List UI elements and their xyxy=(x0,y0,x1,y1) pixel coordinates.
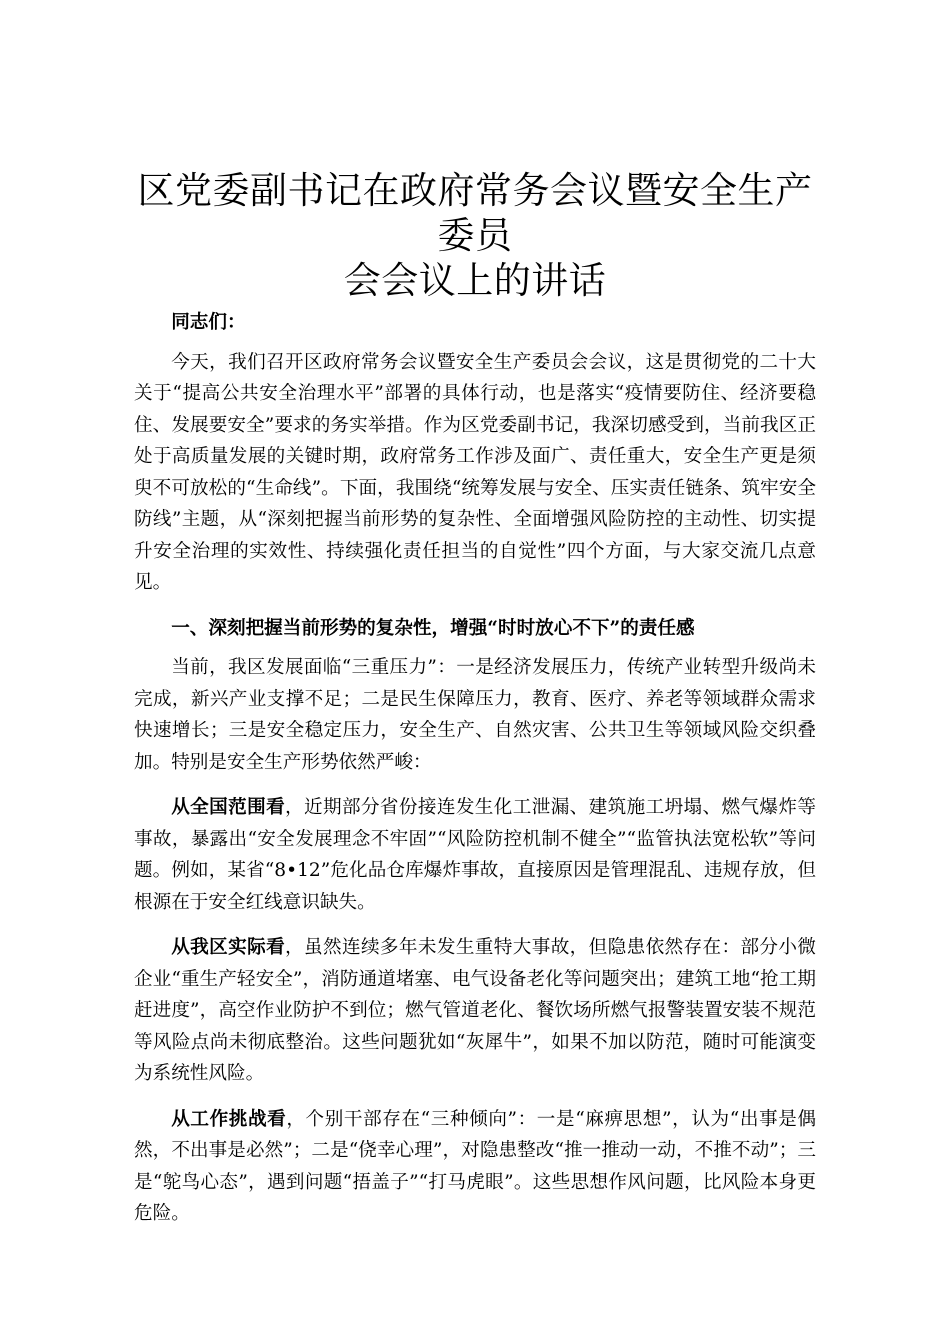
intro-paragraph: 今天，我们召开区政府常务会议暨安全生产委员会会议，这是贯彻党的二十大关于“提高公共安全治理水平”部署的具体行动，也是落实“疫情要防住、经济要稳住、发展要安全”要求的务实举措。作为区党委副书记，我深切感受到，当前我区正处于高质量发展的关键时期，政府常务工作涉及面广、责任重大，安全生产更是须臾不可放松的“生命线”。下面，我围绕“统筹发展与安全、压实责任链条、筑牢安全防线”主题，从“深刻把握当前形势的复杂性、全面增强风险防控的主动性、切实提升安全治理的实效性、持续强化责任担当的自觉性”四个方面，与大家交流几点意见。 xyxy=(134,351,816,593)
work-text: ，个别干部存在“三种倾向”：一是“麻痹思想”，认为“出事是偶然，不出事是必然”；二是“侥幸心理”，对隐患整改“推一推动一动，不推不动”；三是“鸵鸟心态”，遇到问题“捂盖子”“打马虎眼”。这些思想作风问题，比风险本身更危险。 xyxy=(134,1108,816,1224)
national-lead: 从全国范围看 xyxy=(171,797,286,818)
work-lead: 从工作挑战看 xyxy=(171,1108,287,1130)
national-text: ，近期部分省份接连发生化工泄漏、建筑施工坍塌、燃气爆炸等事故，暴露出“安全发展理念不牢固”“风险防控机制不健全”“监管执法宽松软”等问题。例如，某省“8•12”危化品仓库爆炸事故，直接原因是管理混乱、违规存放，但根源在于安全红线意识缺失。 xyxy=(134,797,816,913)
section-1-heading: 一、深刻把握当前形势的复杂性，增强“时时放心不下”的责任感 xyxy=(171,617,695,639)
title-line-1: 区党委副书记在政府常务会议暨安全生产委员 xyxy=(137,169,813,257)
work-paragraph xyxy=(134,1104,816,1230)
salutation: 同志们： xyxy=(171,312,246,333)
section-1-paragraph: 当前，我区发展面临“三重压力”：一是经济发展压力，传统产业转型升级尚未完成，新兴产业支撑不足；二是民生保障压力，教育、医疗、养老等领域群众需求快速增长；三是安全稳定压力，安全生产、自然灾害、公共卫生等领域风险交织叠加。特别是安全生产形势依然严峻： xyxy=(134,657,816,773)
local-text: ，虽然连续多年未发生重特大事故，但隐患依然存在：部分小微企业“重生产轻安全”，消防通道堵塞、电气设备老化等问题突出；建筑工地“抢工期赶进度”，高空作业防护不到位；燃气管道老化、餐饮场所燃气报警装置安装不规范等风险点尚未彻底整治。这些问题犹如“灰犀牛”，如果不加以防范，随时可能演变为系统性风险。 xyxy=(134,937,816,1084)
national-paragraph xyxy=(134,792,816,918)
document-title xyxy=(134,168,816,303)
title-line-2: 会会议上的讲话 xyxy=(343,259,607,302)
local-lead: 从我区实际看 xyxy=(171,937,286,958)
local-paragraph xyxy=(134,932,816,1090)
